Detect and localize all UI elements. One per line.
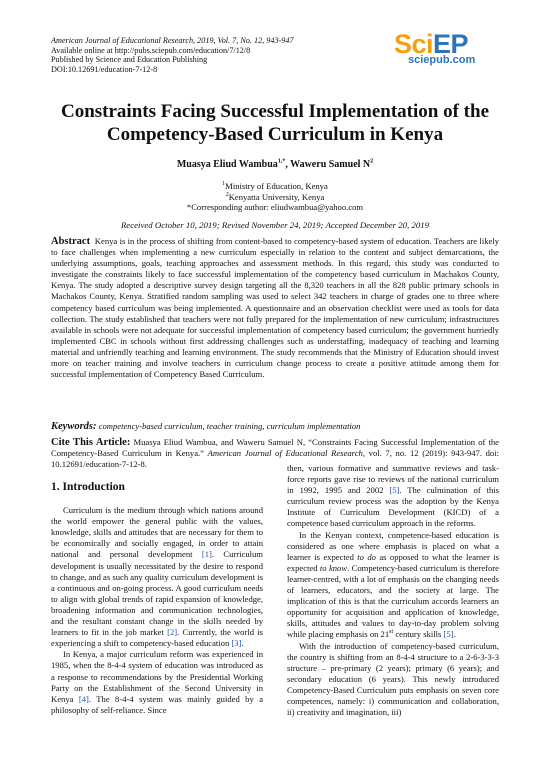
author-line: [50, 159, 500, 170]
logo-url: sciepub.com: [408, 54, 476, 66]
affiliation-2-sup: 2: [225, 191, 229, 198]
right-paragraph-3: With the introduction of competency-based curriculum, the country is shifting from an 8-4-4 structure to a 2-6-3-3-3 structure – pre-primary (2 years); primary (6 years); and secondary education (6 years). This newly introduced Competency-Based Curriculum puts emphasis on seven core competences, namely: i) communication and collaboration, ii) creativity and imagination, iii): [287, 640, 499, 718]
reference-link[interactable]: [2]: [167, 627, 178, 638]
logo-ep: EP: [433, 29, 469, 59]
affiliations: [50, 181, 500, 213]
reference-link[interactable]: [5]: [443, 629, 454, 640]
author-1-sup: 1,*: [277, 158, 286, 165]
cite-text: Muasya Eliud Wambua, and Waweru Samuel N, “Constraints Facing Successful Implementation of the Competency-Based Curriculum in Kenya.”: [51, 437, 499, 459]
text-run: In Kenya, a major curriculum reform was experienced in 1985, when the 8-4-4 system of education was introduced as a response to recommendations by the Presidential Working Party on the Establishment of the Second University in Kenya: [51, 649, 263, 704]
text-run: . The 8-4-4 system was mainly guided by a philosophy of self-reliance. Since: [51, 693, 264, 715]
text-run: . The culmination of this curriculum review process was the adoption by the Kenya Institute of Curriculum Development (KICD) of a competence based curriculum approach in the reforms.: [287, 485, 500, 529]
keywords-text: competency-based curriculum, teacher training, curriculum implementation: [98, 421, 361, 431]
right-paragraph-2: [287, 530, 499, 641]
emphasis: to do: [357, 551, 376, 562]
affiliation-2: [50, 192, 500, 203]
right-paragraph-1: [287, 463, 499, 530]
journal-header: [51, 36, 294, 74]
author-2-sup: 2: [370, 158, 374, 165]
text-run: In the Kenyan context, competence-based education is considered as one where emphasis is placed on what a learner is expected: [287, 529, 499, 562]
received-dates: Received October 10, 2019; Revised November 24, 2019; Accepted December 20, 2019: [120, 220, 430, 230]
text-run: . Competency-based curriculum is therefore learner-centred, with a lot of emphasis on the changing needs of learners, educators, and the society at large. The implication of this is that the curriculum accords learners an opportunity for acquisition and application of knowledge, skills, attitudes and values to day-to-day problem solving while placing emphasis on 21: [287, 562, 499, 640]
text-run: . Curriculum development is usually necessitated by the desire to respond to change, and as such any quality curriculum development is a continuous and on-going process. A good curriculum needs to align with global trends of rapid expansion of knowledge, broadening information and communication technologies, and the resultant constant change in the skills needed by learners to fit in the job market: [51, 549, 263, 638]
text-run: .: [453, 629, 456, 640]
author-2: Waweru Samuel N: [290, 159, 371, 170]
abstract-text: Kenya is in the process of shifting from content-based to competency-based system of education. Teachers are likely to face challenges when implementing a new curriculum especially in relation to the content and subject demarcations, the underlying assumptions, goals, teaching approaches and assessment methods. In this regard, this study was conducted to investigate the constraints likely to face successful implementation of the competency based curriculum in Machakos County, Kenya. The study adopted a descriptive survey design targeting all the 8,320 teachers in all the 828 public primary schools in Machakos County, Kenya. Stratified random sampling was used to select 342 teachers in charge of grades one to three where competency based curriculum was being implemented. A questionnaire and an observation checklist were used as tools for data collection. The study established that teachers were not fully prepared for the implementation of new curriculum; infrastructures available in schools were not adequate for successful implementation of competency based curriculum; the government hurriedly implemented CBC in schools without first addressing challenges such as understaffing, inadequacy of teaching and learning material and unfriendly teaching and learning environment. The study recommends that the Ministry of Education should invest more on teacher training and involve teachers in curriculum change process to create a positive attitude among them for successful implementation of Competency Based Curriculum.: [51, 236, 499, 380]
reference-link[interactable]: [1]: [201, 549, 212, 560]
cite-rest: vol. 7, no. 12 (2019): 943-947. doi: 10.12691/education-7-12-8.: [51, 448, 499, 470]
text-run: Curriculum is the medium through which nations around the world empower the general public with the values, knowledge, skills and attitudes that are necessary for them to be economically and socially engaged, in order to attain national and personal development: [51, 505, 263, 560]
intro-paragraph-1: [51, 505, 263, 649]
publisher-line: Published by Science and Education Publishing: [51, 55, 208, 65]
affiliation-1: [50, 181, 500, 192]
logo-sci: Sci: [394, 29, 434, 59]
keywords-label: Keywords:: [51, 421, 97, 432]
right-column: [287, 463, 499, 718]
superscript: st: [389, 629, 394, 636]
abstract: [51, 236, 499, 380]
author-separator: ,: [285, 159, 291, 170]
intro-paragraph-2: [51, 649, 263, 716]
text-run: then, various formative and summative reviews and task-force reports gave rise to reviews of the national curriculum in 1992, 1995 and 2002: [287, 463, 499, 496]
available-online[interactable]: Available online at http://pubs.sciepub.com/education/7/12/8: [51, 45, 251, 55]
journal-citation: American Journal of Educational Research, 2019, Vol. 7, No. 12, 943-947: [51, 36, 294, 45]
affiliation-1-sup: 1: [222, 181, 226, 188]
abstract-label: Abstract: [51, 236, 91, 247]
doi-line: DOI:10.12691/education-7-12-8: [51, 64, 158, 74]
author-1: Muasya Eliud Wambua: [176, 159, 278, 170]
cite-label: Cite This Article:: [51, 437, 131, 448]
text-run: . Currently, the world is experiencing a shift to competency-based education: [51, 627, 263, 649]
affiliation-1-text: Ministry of Education, Kenya: [225, 181, 328, 191]
text-run: .: [241, 638, 244, 649]
keywords: [51, 421, 499, 432]
reference-link[interactable]: [5]: [389, 485, 400, 496]
reference-link[interactable]: [4]: [78, 693, 89, 704]
paper-title: Constraints Facing Successful Implementation of the Competency-Based Curriculum in Kenya: [60, 101, 490, 145]
left-column: [51, 472, 263, 716]
text-run: as opposed to what the learner is expected: [287, 551, 499, 573]
text-run: century skills: [393, 629, 444, 640]
corresponding-author: *Corresponding author: eliudwambua@yahoo.com: [186, 202, 364, 213]
section-heading-introduction: 1. Introduction: [51, 481, 125, 493]
cite-journal: American Journal of Educational Research,: [207, 448, 365, 459]
affiliation-2-text: Kenyatta University, Kenya: [228, 191, 325, 202]
sciepub-logo: [394, 29, 509, 71]
reference-link[interactable]: [3]: [231, 638, 242, 649]
emphasis: to know: [319, 562, 348, 573]
